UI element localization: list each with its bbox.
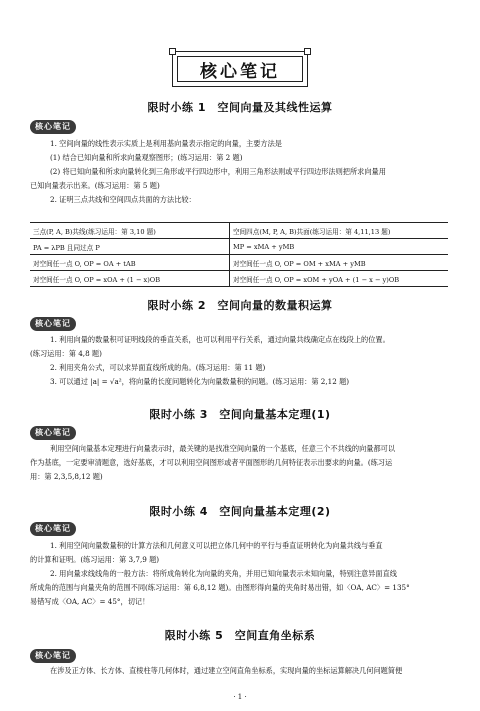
s1-line-3: (2) 将已知向量和所求向量转化到三角形或平行四边形中，利用三角形法则或平行四边形法则把所求向量用 [50,167,386,176]
section-3-heading: 限时小练 3 空间向量基本定理(1) [149,408,331,421]
s2-line-2: (练习运用：第 4,8 题) [30,349,102,358]
section-4-body [30,539,448,609]
table-cell: 对空间任一点 O, OP = xOA + (1 − x)OB [30,271,230,287]
page-number: · 1 · [233,693,247,701]
section-3-body [30,442,448,484]
s4-line-1: 1. 利用空间向量数量积的计算方法和几何意义可以把立体几何中的平行与垂直证明转化为向量共线与垂直 [50,541,383,550]
s3-line-1: 利用空间向量基本定理进行向量表示时，最关键的是找准空间向量的一个基底，任意三个不共线的向量都可以 [50,444,396,453]
s1-line-2: (1) 结合已知向量和所求向量观察图形；(练习运用：第 2 题) [50,153,243,162]
section-4-heading: 限时小练 4 空间向量基本定理(2) [149,505,331,518]
title-frame [172,51,308,87]
s2-line-4: 3. 可以通过 |a| = √a²，将向量的长度问题转化为向量数量积的问题。(练习运用：第 2,12 题) [50,377,350,386]
s2-line-3: 2. 利用夹角公式，可以求异面直线所成的角。(练习运用：第 11 题) [50,363,266,372]
table-cell: 三点(P, A, B)共线(练习运用：第 3,10 题) [30,223,230,239]
section-5-badge: 核心笔记 [30,649,76,663]
table-cell: 对空间任一点 O, OP = xOM + yOA + (1 − x − y)OB [230,271,449,287]
section-4-badge: 核心笔记 [30,522,76,536]
s1-line-4: 已知向量表示出来。(练习运用：第 5 题) [30,181,160,190]
section-2-body [30,333,448,389]
comparison-table [30,222,448,287]
table-row [30,239,448,255]
s4-line-5: 易错写成〈OA, AC〉= 45°，切记！ [30,597,150,606]
section-1-body [30,137,448,207]
section-1-heading: 限时小练 1 空间向量及其线性运算 [147,101,333,114]
table-cell: 对空间任一点 O, OP = OA + tAB [30,255,230,271]
s4-line-2: 的计算和证明。(练习运用：第 3,7,9 题) [30,555,160,564]
table-cell: 空间四点(M, P, A, B)共面(练习运用：第 4,11,13 题) [230,223,449,239]
table-cell: MP = xMA + yMB [230,239,449,255]
s1-line-1: 1. 空间向量的线性表示实质上是利用基向量表示指定的向量，主要方法是 [50,139,282,148]
table-cell: PA = λPB 且同过点 P [30,239,230,255]
s5-line-1: 在涉及正方体、长方体、直棱柱等几何体时，通过建立空间直角坐标系，实现向量的坐标运算解决几何问题简便 [50,666,403,675]
section-3-badge: 核心笔记 [30,426,76,440]
page-title: 核心笔记 [200,62,280,82]
section-2-heading: 限时小练 2 空间向量的数量积运算 [147,299,333,312]
section-1-badge: 核心笔记 [30,120,76,134]
section-5-body [36,664,448,678]
s4-line-3: 2. 用向量求线线角的一般方法：将所成角转化为向量的夹角，并用已知向量表示未知向量，特别注意异面直线 [50,569,397,578]
s2-line-1: 1. 利用向量的数量积可证明线段的垂直关系，也可以利用平行关系，通过向量共线确定点在线段上的位置。 [50,335,390,344]
table-row [30,271,448,287]
table-row [30,255,448,271]
s3-line-3: 用：第 2,3,5,8,12 题) [30,472,103,481]
table-cell: 对空间任一点 O, OP = OM + xMA + yMB [230,255,449,271]
section-2-badge: 核心笔记 [30,317,76,331]
s4-line-4: 所成角的范围与向量夹角的范围不同(练习运用：第 6,8,12 题)。由图形得向量的夹角时易出错，如〈OA, AC〉= 135° [30,583,410,592]
s1-line-5: 2. 证明三点共线和空间四点共面的方法比较： [50,195,196,204]
s3-line-2: 作为基底，一定要审清题意，选好基底，才可以利用空间图形或者平面图形的几何特征表示出要求的向量。(练习运 [30,458,393,467]
section-5-heading: 限时小练 5 空间直角坐标系 [164,629,316,642]
table-row [30,223,448,239]
